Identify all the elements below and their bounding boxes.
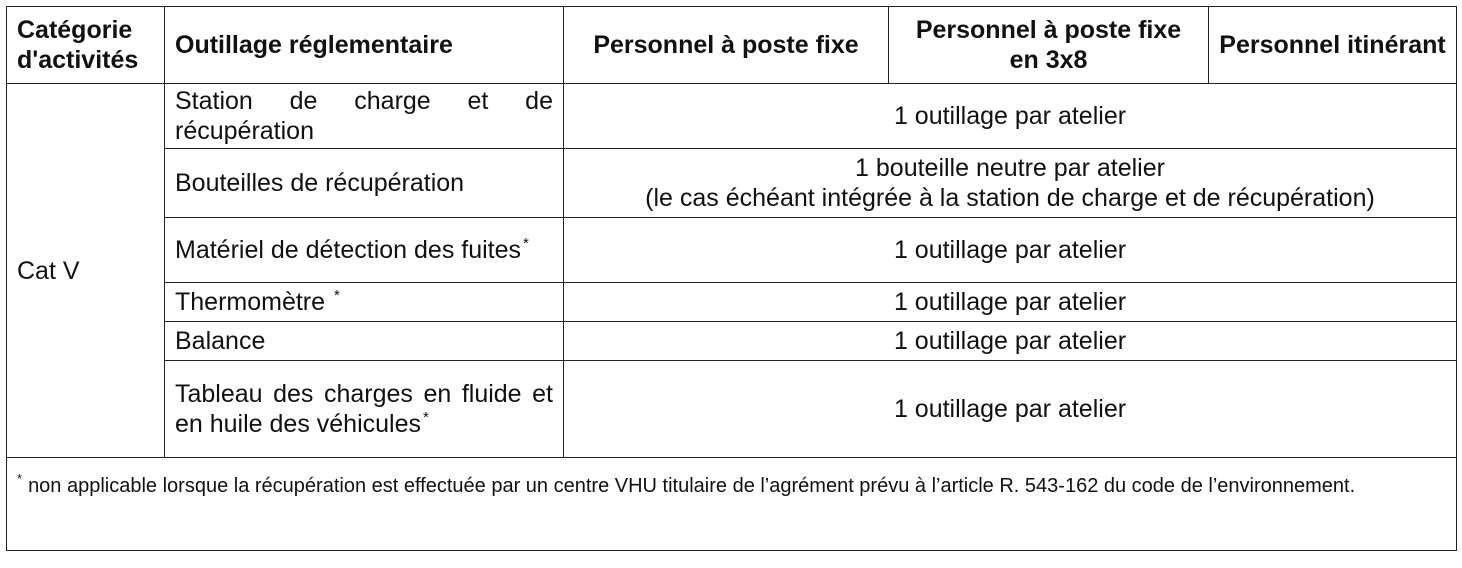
- tool-label: Tableau des charges en fluide et en huile des véhicules: [175, 380, 553, 438]
- table-row: [7, 149, 1457, 218]
- table-row: [7, 283, 1457, 322]
- tool-label: Station de charge et de récupération: [175, 87, 553, 145]
- tool-footnote-mark: *: [423, 409, 429, 426]
- value-cell: [564, 218, 1457, 283]
- table-row: [7, 322, 1457, 361]
- value-text: 1 outillage par atelier: [893, 288, 1127, 316]
- footnote-cell: [7, 458, 1457, 551]
- footnote-mark: *: [17, 471, 23, 486]
- value-cell: [564, 283, 1457, 322]
- document-page: [6, 6, 1456, 551]
- equipment-table: [6, 6, 1457, 551]
- header-category: Catégorie d'activités: [7, 7, 165, 84]
- tool-cell: [165, 283, 564, 322]
- value-cell: [564, 322, 1457, 361]
- header-fixed-staff: Personnel à poste fixe: [564, 7, 889, 84]
- header-itinerant-staff: Personnel itinérant: [1209, 7, 1457, 84]
- footnote-row: [7, 458, 1457, 551]
- header-tooling: Outillage réglementaire: [165, 7, 564, 84]
- category-cell: Cat V: [7, 84, 165, 458]
- value-cell: [564, 84, 1457, 149]
- tool-cell: [165, 218, 564, 283]
- tool-label: Bouteilles de récupération: [175, 169, 465, 197]
- tool-footnote-mark: *: [523, 235, 529, 252]
- tool-cell: [165, 322, 564, 361]
- table-row: [7, 218, 1457, 283]
- tool-footnote-mark: *: [333, 287, 340, 304]
- tool-label: Matériel de détection des fuites: [175, 236, 522, 264]
- tool-label: Thermomètre: [175, 288, 332, 316]
- value-cell: [564, 361, 1457, 458]
- tool-cell: [165, 149, 564, 218]
- table-row: [7, 361, 1457, 458]
- tool-cell: [165, 361, 564, 458]
- value-text: 1 bouteille neutre par atelier: [855, 154, 1165, 182]
- value-text-line2: (le cas échéant intégrée à la station de charge et de récupération): [645, 184, 1375, 212]
- tool-label: Balance: [175, 327, 266, 355]
- header-fixed-staff-3x8: Personnel à poste fixe en 3x8: [889, 7, 1209, 84]
- value-text: 1 outillage par atelier: [893, 327, 1127, 355]
- value-cell: [564, 149, 1457, 218]
- table-row: [7, 84, 1457, 149]
- tool-cell: [165, 84, 564, 149]
- value-text: 1 outillage par atelier: [893, 102, 1127, 130]
- table-header-row: [7, 7, 1457, 84]
- value-text: 1 outillage par atelier: [893, 395, 1127, 423]
- footnote-text: non applicable lorsque la récupération est effectuée par un centre VHU titulaire de l’agrément prévu à l’article R. 543-162 du code de l’environnement.: [28, 475, 1356, 497]
- value-text: 1 outillage par atelier: [893, 236, 1127, 264]
